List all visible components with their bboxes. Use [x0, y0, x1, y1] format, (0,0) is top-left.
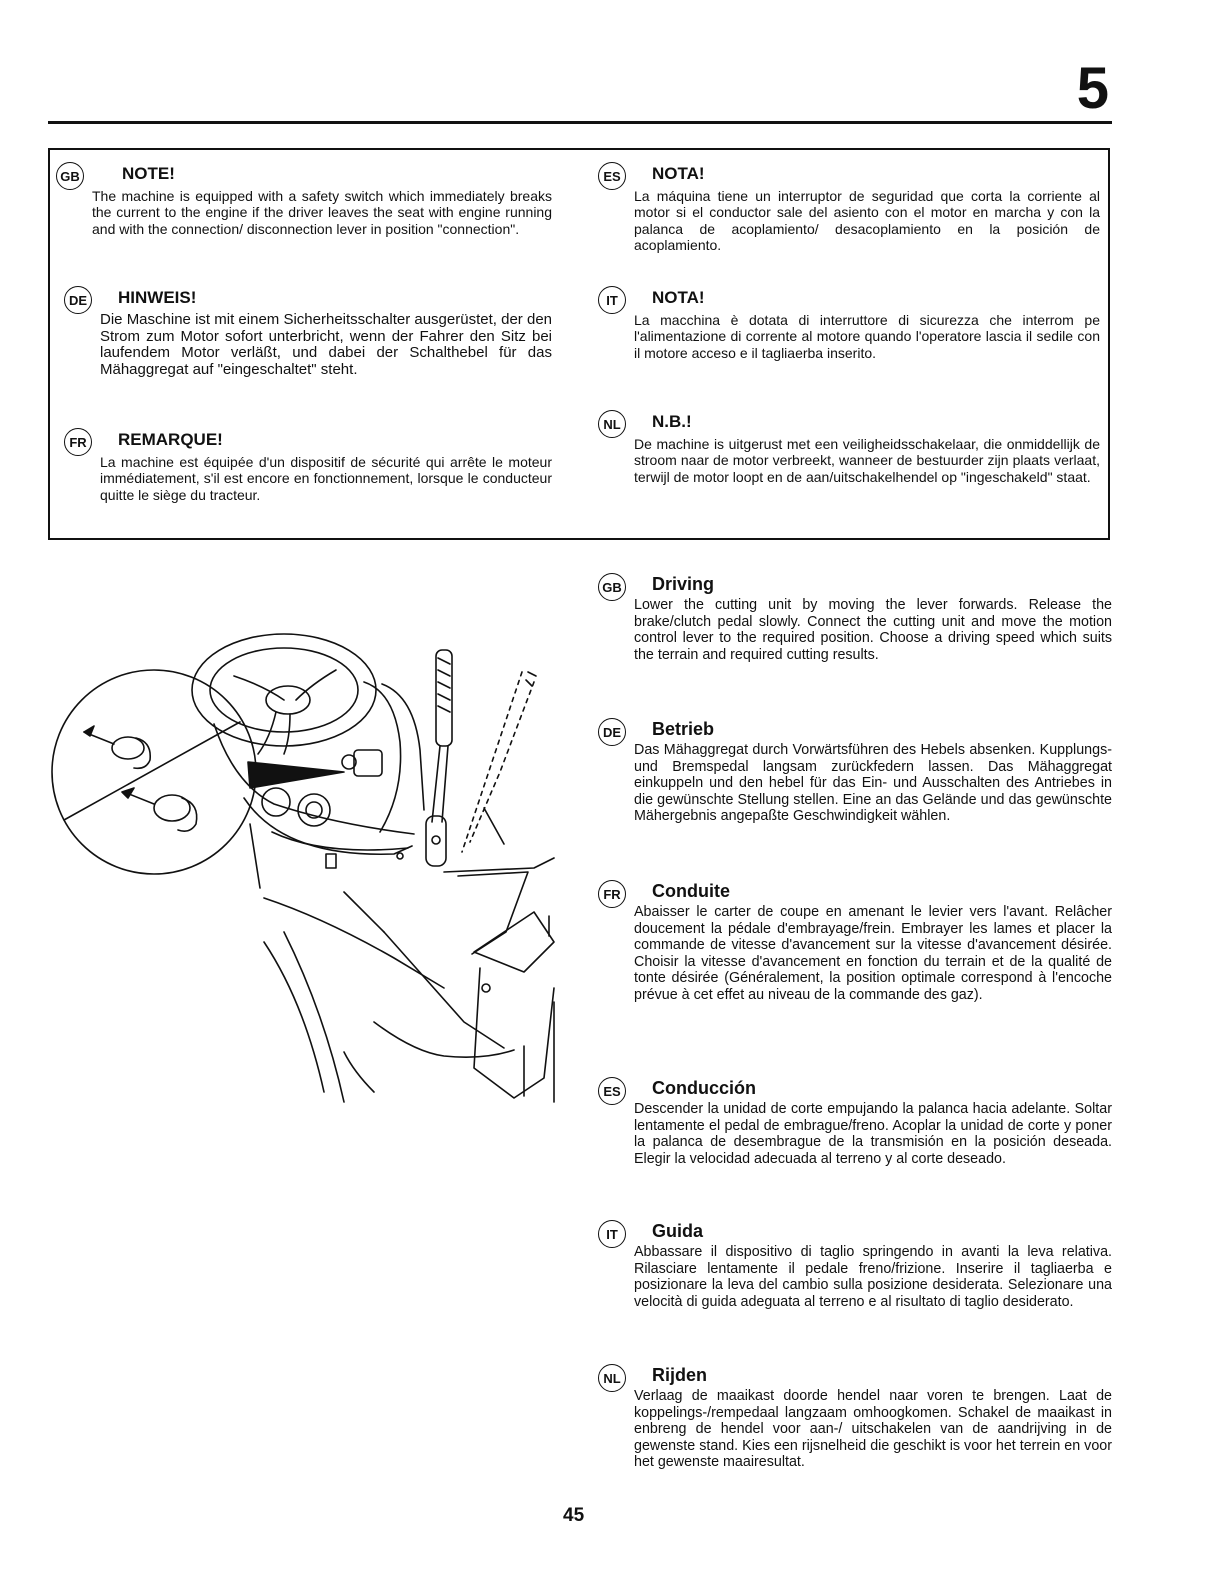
footboard [264, 858, 554, 1102]
section-nl [598, 1364, 1112, 1499]
section-title-nl: Rijden [652, 1365, 708, 1385]
tractor-dashboard-illustration [44, 572, 564, 1112]
note-body-es: La máquina tiene un interruptor de seguridad que corta la corriente al motor si el conductor sale del asiento con el motor en marcha y con la palanca de acoplamiento/ desacoplamiento en la posición de acoplamiento. [634, 188, 1100, 254]
language-badge-de: DE [598, 718, 626, 746]
section-title-de: Betrieb [652, 719, 715, 739]
note-title-gb: NOTE! [122, 164, 175, 183]
chapter-number: 5 [1076, 56, 1108, 121]
note-body-it: La macchina è dotata di interruttore di sicurezza che interrom pe l'alimentazione di corrente al motore quando l'operatore lascia il sedile con il motore acceso e il tagliaerba inserito. [634, 312, 1100, 361]
section-body-nl: Verlaag de maaikast doorde hendel naar voren te brengen. Laat de koppelings-/rempedaal langzaam omhoogkomen. Schakel de maaikast in enbreng de hendel voor aan-/ uitschakelen van de aandrijving in de gewenste stand. Kies een rijsnelheid die geschikt is voor het terrein en voor het gewenste maairesultat. [634, 1388, 1112, 1470]
note-title-fr: REMARQUE! [118, 430, 223, 449]
language-badge-gb: GB [598, 573, 626, 601]
section-body-de: Das Mähaggregat durch Vorwärtsführen des Hebels absenken. Kupplungs- und Bremspedal langsam zurückfedern lassen. Das Mähaggregat einkuppeln und den hebel für das Ein- und Ausschalten des Antriebes in die gewünschte Stellung stellen. Eine an das Gelände und das gewünschte Mähergebnis angepaßte Geschwindigkeit wählen. [634, 742, 1112, 824]
control-lever [426, 650, 536, 866]
section-title-es: Conducción [652, 1078, 756, 1098]
note-title-de: HINWEIS! [118, 288, 197, 307]
section-body-es: Descender la unidad de corte empujando la palanca hacia adelante. Soltar lentamente el pedal de embrague/freno. Acoplar la unidad de corte y poner la palanca de desembrague de la transmisión en la posición deseada. Elegir la velocidad adecuada al terreno y al corte deseado. [634, 1101, 1112, 1167]
section-body-fr: Abaisser le carter de coupe en amenant le levier vers l'avant. Relâcher doucement la pédale d'embrayage/frein. Embrayer les lames et placer la commande de vitesse d'avancement sur la vitesse d'avancement désirée. Choisir la vitesse d'avancement en fonction du terrain et de la qualité de tonte désirée (Généralement, la position optimale correspond à l'encoche prévue à cet effet au niveau de la commande des gaz). [634, 904, 1112, 1003]
section-es [598, 1077, 1112, 1197]
note-title-es: NOTA! [652, 164, 705, 183]
note-gb [56, 162, 552, 262]
section-title-gb: Driving [652, 574, 715, 594]
section-title-it: Guida [652, 1221, 704, 1241]
section-gb [598, 573, 1112, 693]
note-nl [598, 410, 1098, 530]
language-badge-it: IT [598, 1220, 626, 1248]
page-number: 45 [563, 1505, 585, 1526]
note-it [598, 286, 1098, 386]
section-title-fr: Conduite [652, 881, 730, 901]
section-it [598, 1220, 1112, 1340]
section-de [598, 718, 1112, 858]
language-badge-fr: FR [64, 428, 92, 456]
note-title-it: NOTA! [652, 288, 705, 307]
section-fr [598, 880, 1112, 1055]
language-badge-es: ES [598, 1077, 626, 1105]
dashboard [214, 682, 424, 888]
note-body-nl: De machine is uitgerust met een veiligheidsschakelaar, die onmiddellijk de stroom naar de motor verbreekt, wanneer de bestuurder zijn plaats verlaat, terwijl de motor loopt en de aan/uitschakelhendel op "ingeschakeld" staat. [634, 436, 1100, 485]
note-body-fr: La machine est équipée d'un dispositif de sécurité qui arrête le moteur immédiatement, s'il est encore en fonctionnement, lorsque le conducteur quitte le siège du tracteur. [100, 454, 552, 503]
note-title-nl: N.B.! [652, 412, 692, 431]
section-body-it: Abbassare il dispositivo di taglio springendo in avanti la leva relativa. Rilasciare lentamente il pedale freno/frizione. Inserire il tagliaerba e posizionare la leva del cambio sulla posizione desiderata. Selezionare una velocità di guida adeguata al terreno e al risultato di taglio desiderato. [634, 1244, 1112, 1310]
language-badge-gb: GB [56, 162, 84, 190]
language-badge-nl: NL [598, 410, 626, 438]
language-badge-es: ES [598, 162, 626, 190]
language-badge-de: DE [64, 286, 92, 314]
note-body-gb: The machine is equipped with a safety switch which immediately breaks the current to the engine if the driver leaves the seat with engine running and with the connection/ disconnection lever in position "connection". [92, 188, 552, 237]
note-de [64, 286, 554, 406]
section-body-gb: Lower the cutting unit by moving the lever forwards. Release the brake/clutch pedal slowly. Connect the cutting unit and move the motion control lever to the required position. Choose a driving speed which suits the terrain and required cutting results. [634, 597, 1112, 663]
language-badge-fr: FR [598, 880, 626, 908]
safety-switch-detail [52, 670, 256, 874]
language-badge-it: IT [598, 286, 626, 314]
notes-box [48, 148, 1110, 540]
note-es [598, 162, 1098, 272]
top-rule [48, 121, 1112, 124]
note-fr [64, 428, 554, 508]
note-body-de: Die Maschine ist mit einem Sicherheitsschalter ausgerüstet, der den Strom zum Motor sofort unterbricht, wenn der Fahrer den Sitz bei laufendem Motor verläßt, und dabei der Schalthebel für das Mähaggregat auf "eingeschaltet" steht. [100, 311, 552, 378]
language-badge-nl: NL [598, 1364, 626, 1392]
